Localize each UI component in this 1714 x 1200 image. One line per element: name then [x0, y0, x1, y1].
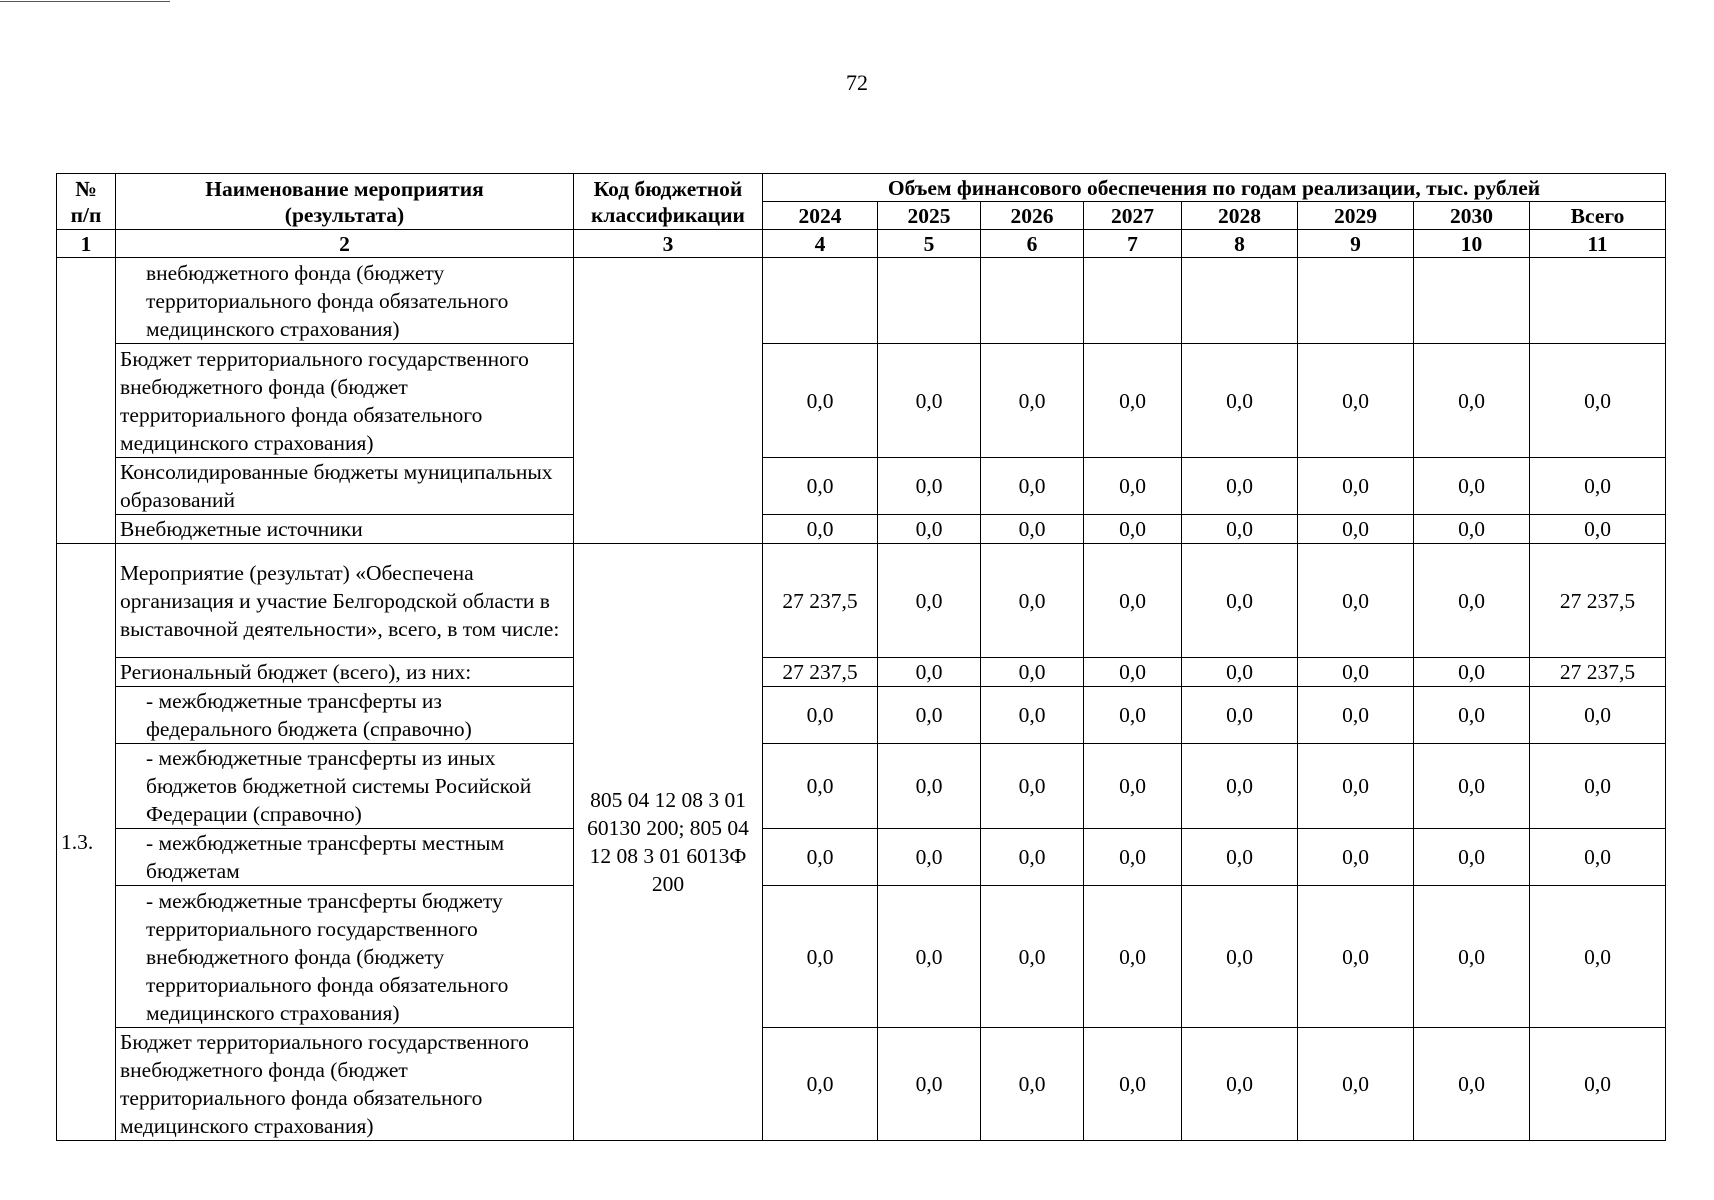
column-number: 5 — [878, 230, 981, 258]
value-cell: 0,0 — [1298, 458, 1414, 515]
column-number: 8 — [1182, 230, 1298, 258]
total-cell: 0,0 — [1530, 1028, 1666, 1141]
header-year: 2025 — [878, 202, 981, 230]
value-cell: 0,0 — [1298, 1028, 1414, 1141]
table-row — [57, 829, 1666, 886]
header-name — [116, 174, 574, 230]
value-cell: 0,0 — [1182, 886, 1298, 1028]
row-number-cell — [57, 258, 116, 544]
value-cell: 0,0 — [878, 744, 981, 829]
header-volume: Объем финансового обеспечения по годам реализации, тыс. рублей — [763, 174, 1666, 202]
total-cell: 0,0 — [1530, 458, 1666, 515]
value-cell — [1084, 258, 1182, 344]
value-cell: 0,0 — [981, 544, 1084, 658]
header-code-line1: Код бюджетной — [593, 176, 743, 201]
value-cell: 0,0 — [981, 744, 1084, 829]
table-row — [57, 515, 1666, 544]
value-cell: 0,0 — [1298, 886, 1414, 1028]
value-cell: 0,0 — [981, 344, 1084, 458]
value-cell: 0,0 — [1414, 687, 1530, 744]
value-cell: 0,0 — [1182, 687, 1298, 744]
row-name: - межбюджетные трансферты из иных бюджетов бюджетной системы Росийской Федерации (справочно) — [116, 744, 574, 829]
value-cell: 0,0 — [1298, 515, 1414, 544]
value-cell: 0,0 — [1182, 544, 1298, 658]
value-cell: 0,0 — [763, 1028, 878, 1141]
row-name: Внебюджетные источники — [116, 515, 574, 544]
row-name: - межбюджетные трансферты местным бюджетам — [116, 829, 574, 886]
column-number: 9 — [1298, 230, 1414, 258]
value-cell: 0,0 — [1414, 515, 1530, 544]
value-cell: 0,0 — [1298, 744, 1414, 829]
value-cell: 0,0 — [981, 687, 1084, 744]
table-row — [57, 658, 1666, 687]
total-cell: 0,0 — [1530, 515, 1666, 544]
header-num-line2: п/п — [70, 202, 102, 227]
value-cell: 0,0 — [1414, 744, 1530, 829]
value-cell: 0,0 — [1084, 458, 1182, 515]
table-body — [57, 258, 1666, 1141]
value-cell: 0,0 — [1298, 687, 1414, 744]
value-cell: 0,0 — [763, 744, 878, 829]
table-header — [57, 174, 1666, 258]
row-code: 805 04 12 08 3 01 60130 200; 805 04 12 08 3 01 6013Ф 200 — [574, 544, 763, 1141]
header-total: Всего — [1530, 202, 1666, 230]
row-name: Консолидированные бюджеты муниципальных образований — [116, 458, 574, 515]
column-number: 11 — [1530, 230, 1666, 258]
table-row — [57, 258, 1666, 344]
total-cell: 27 237,5 — [1530, 658, 1666, 687]
total-cell: 27 237,5 — [1530, 544, 1666, 658]
value-cell: 0,0 — [1084, 544, 1182, 658]
value-cell: 0,0 — [981, 458, 1084, 515]
header-year: 2024 — [763, 202, 878, 230]
value-cell: 0,0 — [1414, 658, 1530, 687]
header-code — [574, 174, 763, 230]
column-number: 6 — [981, 230, 1084, 258]
value-cell: 0,0 — [1182, 344, 1298, 458]
value-cell: 0,0 — [981, 1028, 1084, 1141]
header-year: 2028 — [1182, 202, 1298, 230]
value-cell: 0,0 — [1182, 1028, 1298, 1141]
row-name: - межбюджетные трансферты бюджету территориального государственного внебюджетного фонда (бюджету территориального фонда обязательного медицинского страхования) — [116, 886, 574, 1028]
scan-edge-line — [0, 1, 170, 2]
value-cell: 0,0 — [1084, 344, 1182, 458]
value-cell: 0,0 — [1414, 829, 1530, 886]
row-code-cell — [574, 258, 763, 544]
value-cell: 0,0 — [878, 458, 981, 515]
value-cell: 0,0 — [1084, 829, 1182, 886]
column-number: 4 — [763, 230, 878, 258]
total-cell: 0,0 — [1530, 829, 1666, 886]
value-cell: 0,0 — [763, 886, 878, 1028]
total-cell: 0,0 — [1530, 344, 1666, 458]
header-year: 2026 — [981, 202, 1084, 230]
table-row — [57, 344, 1666, 458]
value-cell: 0,0 — [1414, 544, 1530, 658]
header-name-line2: (результата) — [284, 202, 405, 227]
value-cell: 0,0 — [878, 886, 981, 1028]
value-cell: 0,0 — [1298, 544, 1414, 658]
value-cell — [1414, 258, 1530, 344]
table-row — [57, 687, 1666, 744]
value-cell: 0,0 — [1414, 458, 1530, 515]
header-code-line2: классификации — [591, 202, 745, 227]
total-cell: 0,0 — [1530, 886, 1666, 1028]
value-cell: 0,0 — [1414, 344, 1530, 458]
column-number: 2 — [116, 230, 574, 258]
total-cell: 0,0 — [1530, 687, 1666, 744]
value-cell: 27 237,5 — [763, 544, 878, 658]
value-cell: 0,0 — [763, 458, 878, 515]
value-cell: 0,0 — [981, 886, 1084, 1028]
value-cell: 0,0 — [1182, 515, 1298, 544]
value-cell: 0,0 — [878, 344, 981, 458]
value-cell: 0,0 — [981, 658, 1084, 687]
value-cell: 0,0 — [1414, 1028, 1530, 1141]
value-cell: 0,0 — [1182, 829, 1298, 886]
value-cell: 0,0 — [1182, 658, 1298, 687]
value-cell: 0,0 — [1414, 886, 1530, 1028]
total-cell: 0,0 — [1530, 744, 1666, 829]
header-year: 2029 — [1298, 202, 1414, 230]
column-number: 3 — [574, 230, 763, 258]
value-cell — [981, 258, 1084, 344]
header-name-line1: Наименование мероприятия — [205, 176, 484, 201]
table-row — [57, 1028, 1666, 1141]
row-name: Региональный бюджет (всего), из них: — [116, 658, 574, 687]
value-cell: 0,0 — [763, 515, 878, 544]
value-cell: 0,0 — [1084, 744, 1182, 829]
row-number: 1.3. — [57, 544, 116, 1141]
value-cell: 0,0 — [878, 687, 981, 744]
row-name: Бюджет территориального государственного внебюджетного фонда (бюджет территориального фонда обязательного медицинского страхования) — [116, 344, 574, 458]
value-cell: 0,0 — [878, 829, 981, 886]
row-name: внебюджетного фонда (бюджету территориального фонда обязательного медицинского страхования) — [116, 258, 574, 344]
row-name: Бюджет территориального государственного внебюджетного фонда (бюджет территориального фонда обязательного медицинского страхования) — [116, 1028, 574, 1141]
value-cell: 0,0 — [981, 829, 1084, 886]
value-cell: 27 237,5 — [763, 658, 878, 687]
value-cell: 0,0 — [1182, 458, 1298, 515]
value-cell: 0,0 — [1182, 744, 1298, 829]
value-cell: 0,0 — [878, 658, 981, 687]
value-cell: 0,0 — [878, 1028, 981, 1141]
value-cell — [1182, 258, 1298, 344]
table-row — [57, 544, 1666, 658]
row-name: Мероприятие (результат) «Обеспечена организация и участие Белгородской области в выставочной деятельности», всего, в том числе: — [116, 544, 574, 658]
value-cell: 0,0 — [1084, 658, 1182, 687]
value-cell: 0,0 — [763, 344, 878, 458]
page-number: 72 — [846, 70, 868, 95]
value-cell: 0,0 — [1298, 658, 1414, 687]
header-year: 2027 — [1084, 202, 1182, 230]
table-row — [57, 744, 1666, 829]
header-year: 2030 — [1414, 202, 1530, 230]
value-cell — [1298, 258, 1414, 344]
row-name: - межбюджетные трансферты из федерального бюджета (справочно) — [116, 687, 574, 744]
value-cell: 0,0 — [1084, 1028, 1182, 1141]
value-cell: 0,0 — [1298, 829, 1414, 886]
value-cell — [878, 258, 981, 344]
value-cell: 0,0 — [981, 515, 1084, 544]
value-cell: 0,0 — [1084, 687, 1182, 744]
total-cell — [1530, 258, 1666, 344]
table-row — [57, 886, 1666, 1028]
column-number: 1 — [57, 230, 116, 258]
value-cell: 0,0 — [878, 515, 981, 544]
column-number: 7 — [1084, 230, 1182, 258]
column-number: 10 — [1414, 230, 1530, 258]
value-cell: 0,0 — [763, 829, 878, 886]
header-num — [57, 174, 116, 230]
value-cell: 0,0 — [878, 544, 981, 658]
header-num-line1: № — [75, 176, 97, 201]
value-cell: 0,0 — [1298, 344, 1414, 458]
value-cell: 0,0 — [1084, 515, 1182, 544]
value-cell — [763, 258, 878, 344]
financing-table — [56, 173, 1666, 1141]
table-row — [57, 458, 1666, 515]
value-cell: 0,0 — [1084, 886, 1182, 1028]
value-cell: 0,0 — [763, 687, 878, 744]
